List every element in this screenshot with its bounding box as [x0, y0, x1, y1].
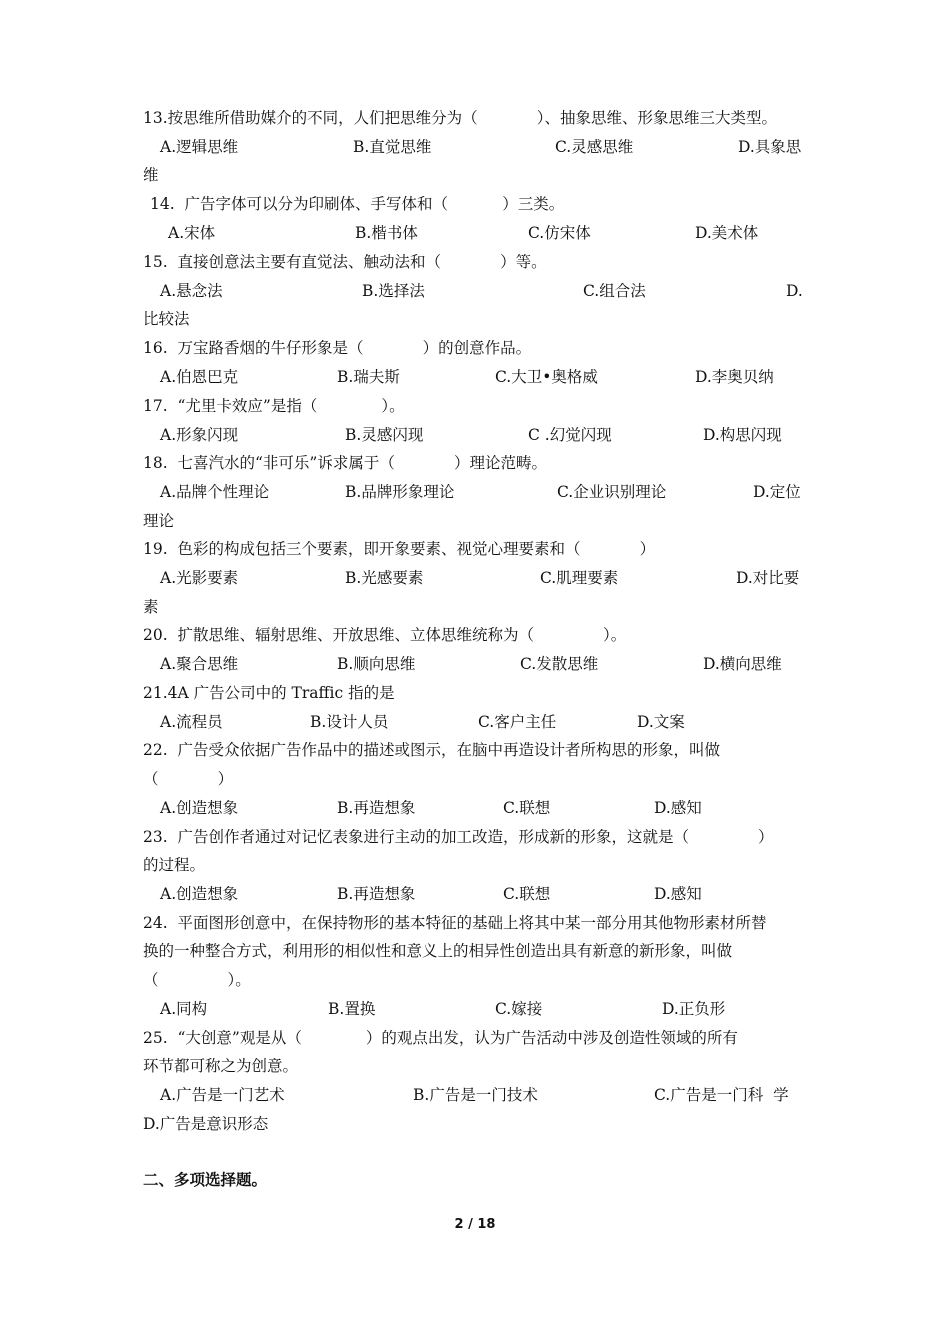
question-14-option-b: B.楷书体 [355, 224, 418, 242]
page-number: 2 / 18 [454, 1217, 496, 1232]
question-20-option-b: B.顺向思维 [337, 655, 416, 673]
question-24-option-c: C.嫁接 [495, 1000, 543, 1018]
question-18-option-b: B.品牌形象理论 [345, 483, 455, 501]
question-17-option-b: B.灵感闪现 [345, 426, 424, 444]
question-14-option-c: C.仿宋体 [528, 224, 591, 242]
question-18-tail: 理论 [143, 512, 175, 530]
question-18-option-c: C.企业识别理论 [557, 483, 667, 501]
question-19-option-b: B.光感要素 [345, 569, 424, 587]
question-20-option-d: D.横向思维 [703, 655, 782, 673]
question-13-option-a: A.逻辑思维 [160, 138, 239, 156]
question-25-stem-line-1: 25. “大创意”观是从（ ）的观点出发，认为广告活动中涉及创造性领域的所有 [143, 1029, 738, 1047]
question-17-option-d: D.构思闪现 [703, 426, 782, 444]
question-14-option-a: A.宋体 [168, 224, 216, 242]
question-25-stem-line-2: 环节都可称之为创意。 [143, 1057, 299, 1075]
question-19-option-a: A.光影要素 [160, 569, 239, 587]
question-19-stem: 19. 色彩的构成包括三个要素，即开象要素、视觉心理要素和（ ） [143, 540, 656, 558]
question-24-stem-line-2: 换的一种整合方式，利用形的相似性和意义上的相异性创造出具有新意的新形象，叫做 [143, 942, 733, 960]
question-13-option-c: C.灵感思维 [555, 138, 634, 156]
question-22-stem-line-2: （ ） [143, 770, 234, 788]
question-21-option-b: B.设计人员 [310, 713, 389, 731]
question-22-option-c: C.联想 [503, 799, 551, 817]
question-24-option-a: A.同构 [160, 1000, 208, 1018]
question-22-stem-line-1: 22. 广告受众依据广告作品中的描述或图示，在脑中再造设计者所构思的形象，叫做 [143, 741, 721, 759]
question-15-stem: 15. 直接创意法主要有直觉法、触动法和（ ）等。 [143, 253, 547, 271]
question-23-stem-line-2: 的过程。 [143, 856, 206, 874]
question-19-option-c: C.肌理要素 [540, 569, 619, 587]
question-24-stem-line-1: 24. 平面图形创意中，在保持物形的基本特征的基础上将其中某一部分用其他物形素材所替 [143, 914, 767, 932]
question-15-option-a: A.悬念法 [160, 282, 223, 300]
question-25-option-b: B.广告是一门技术 [413, 1086, 538, 1104]
question-21-option-a: A.流程员 [160, 713, 223, 731]
question-18-option-a: A.品牌个性理论 [160, 483, 270, 501]
question-17-option-c: C .幻觉闪现 [528, 426, 612, 444]
question-15-option-b: B.选择法 [362, 282, 425, 300]
question-20-option-a: A.聚合思维 [160, 655, 239, 673]
question-16-option-d: D.李奥贝纳 [695, 368, 774, 386]
question-13-stem: 13.按思维所借助媒介的不同，人们把思维分为（ ）、抽象思维、形象思维三大类型。 [143, 109, 778, 127]
question-14-option-d: D.美术体 [695, 224, 759, 242]
question-20-stem: 20. 扩散思维、辐射思维、开放思维、立体思维统称为（ ）。 [143, 626, 627, 644]
question-16-option-a: A.伯恩巴克 [160, 368, 239, 386]
question-19-option-d: D.对比要 [736, 569, 800, 587]
question-13-option-b: B.直觉思维 [353, 138, 432, 156]
question-23-option-c: C.联想 [503, 885, 551, 903]
question-25-option-a: A.广告是一门艺术 [160, 1086, 285, 1104]
question-19-tail: 素 [143, 598, 159, 616]
question-22-option-d: D.感知 [654, 799, 702, 817]
question-20-option-c: C.发散思维 [520, 655, 599, 673]
question-25-option-c: C.广告是一门科 学 [654, 1086, 789, 1104]
question-14-stem: 14. 广告字体可以分为印刷体、手写体和（ ）三类。 [150, 195, 565, 213]
question-21-option-d: D.文案 [637, 713, 685, 731]
question-21-stem: 21.4A 广告公司中的 Traffic 指的是 [143, 684, 395, 702]
question-15-option-c: C.组合法 [583, 282, 646, 300]
question-18-option-d: D.定位 [753, 483, 801, 501]
section-title-multiple-choice: 二、多项选择题。 [143, 1170, 268, 1189]
question-18-stem: 18. 七喜汽水的“非可乐”诉求属于（ ）理论范畴。 [143, 454, 547, 472]
question-22-option-a: A.创造想象 [160, 799, 239, 817]
question-24-option-b: B.置换 [328, 1000, 376, 1018]
question-16-option-b: B.瑞夫斯 [337, 368, 400, 386]
question-13-tail: 维 [143, 166, 159, 184]
question-23-option-d: D.感知 [654, 885, 702, 903]
question-24-option-d: D.正负形 [662, 1000, 726, 1018]
question-24-stem-line-3: （ ）。 [143, 971, 251, 989]
question-21-option-c: C.客户主任 [478, 713, 557, 731]
question-22-option-b: B.再造想象 [337, 799, 416, 817]
question-16-option-c: C.大卫•奥格威 [495, 368, 598, 386]
question-16-stem: 16. 万宝路香烟的牛仔形象是（ ）的创意作品。 [143, 339, 532, 357]
question-25-tail: D.广告是意识形态 [143, 1115, 269, 1133]
question-23-stem-line-1: 23. 广告创作者通过对记忆表象进行主动的加工改造，形成新的形象，这就是（ ） [143, 828, 774, 846]
question-17-option-a: A.形象闪现 [160, 426, 239, 444]
question-23-option-a: A.创造想象 [160, 885, 239, 903]
question-15-tail: 比较法 [143, 310, 190, 328]
question-15-option-d: D. [786, 282, 803, 300]
question-17-stem: 17. “尤里卡效应”是指（ ）。 [143, 397, 405, 415]
question-13-option-d: D.具象思 [738, 138, 802, 156]
question-23-option-b: B.再造想象 [337, 885, 416, 903]
